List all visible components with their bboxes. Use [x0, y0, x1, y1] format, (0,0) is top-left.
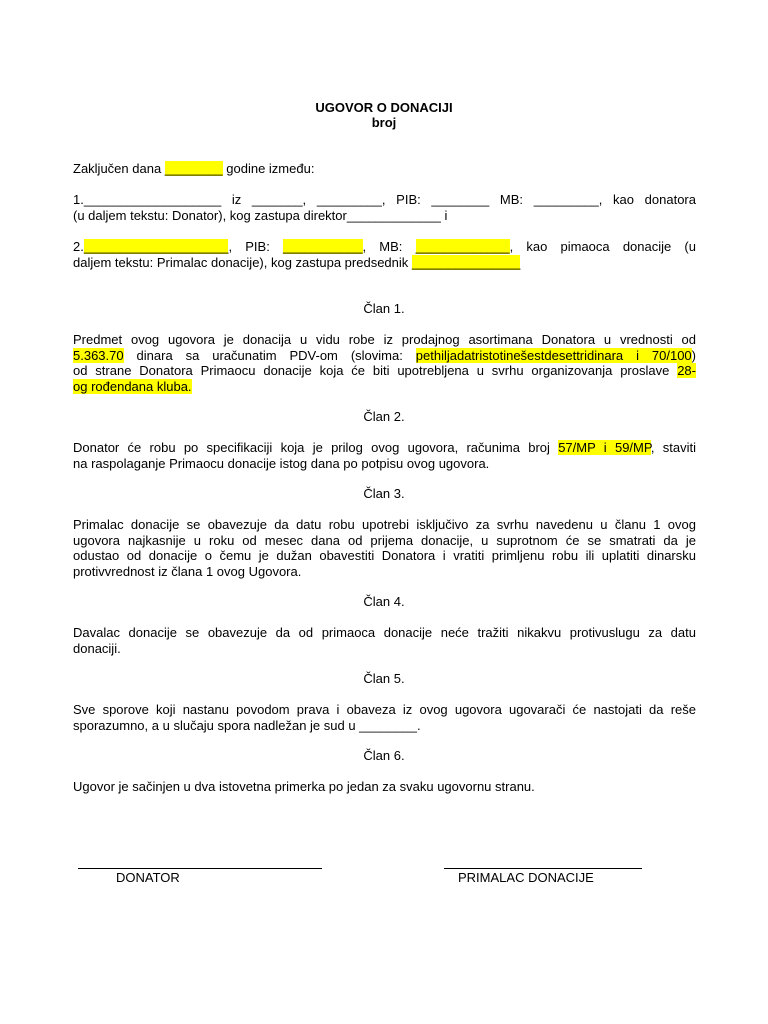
donation-amount-words: pethiljadatristotinešestdesettridinara i 70/100: [415, 348, 692, 363]
party2-president-blank: _______________: [411, 255, 521, 270]
article-2-line1: [73, 440, 696, 455]
party2-pib-blank: ___________: [282, 239, 363, 254]
intro-pre: Zaključen dana: [73, 161, 162, 176]
party2-tail: , kao pimaoca donacije (u: [509, 239, 696, 254]
article-1-line3: [73, 363, 696, 378]
party2-line2: [73, 255, 696, 270]
article-5-heading: Član 5.: [363, 671, 405, 686]
article-3-line1: Primalac donacije se obavezuje da datu robu upotrebi isključivo za svrhu navedenu u članu 1 ovog: [73, 517, 696, 532]
article-2-line1-pre: Donator će robu po specifikaciji koja je prilog ovog ugovora, računima broj: [73, 440, 550, 455]
donation-amount: 5.363.70: [73, 348, 124, 363]
article-6-line1: Ugovor je sačinjen u dva istovetna primerka po jedan za svaku ugovornu stranu.: [73, 779, 535, 794]
article-1-heading: Član 1.: [363, 301, 405, 316]
article-1-line1: Predmet ovog ugovora je donacija u vidu robe iz prodajnog asortimana Donatora u vrednosti od: [73, 332, 696, 347]
party2-name-blank: ____________________: [83, 239, 229, 254]
document-title: UGOVOR O DONACIJI: [315, 100, 453, 115]
article-2-heading: Član 2.: [363, 409, 405, 424]
article-5-line2: sporazumno, a u slučaju spora nadležan je sud u ________.: [73, 718, 421, 733]
anniversary-number: 28-: [677, 363, 696, 378]
article-2-line1-post: , staviti: [650, 440, 696, 455]
party1-line2: (u daljem tekstu: Donator), kog zastupa direktor_____________ i: [73, 208, 448, 223]
article-4-heading: Član 4.: [363, 594, 405, 609]
article-1-line3-text: od strane Donatora Primaocu donacije koja će biti upotrebljena u svrhu organizovanja proslave: [73, 363, 670, 378]
article-2-line2: na raspolaganje Primaocu donacije istog dana po potpisu ovog ugovora.: [73, 456, 490, 471]
recipient-signature-label: PRIMALAC DONACIJE: [458, 870, 594, 885]
article-1-line2-mid: dinara sa uračunatim PDV-om (slovima:: [136, 348, 403, 363]
article-3-heading: Član 3.: [363, 486, 405, 501]
article-5-line1: Sve sporove koji nastanu povodom prava i obaveza iz ovog ugovora ugovarači će nastojati da reše: [73, 702, 696, 717]
invoice-numbers: 57/MP i 59/MP: [558, 440, 651, 455]
date-blank: ________: [164, 161, 223, 176]
article-6-heading: Član 6.: [363, 748, 405, 763]
article-3-line3: odustao od donacije o čemu je dužan obavestiti Donatora i vratiti primljenu robu ili uplatiti dinarsku: [73, 548, 696, 563]
party2-line1: [73, 239, 696, 254]
party1-line1: 1.___________________ iz _______, _________, PIB: ________ MB: _________, kao donatora: [73, 192, 696, 207]
article-4-line2: donaciji.: [73, 641, 121, 656]
intro-post: godine između:: [226, 161, 315, 176]
intro-line: [73, 161, 696, 176]
article-1-line4: [73, 379, 696, 394]
document-number-label: broj: [371, 115, 397, 130]
donator-signature-label: DONATOR: [116, 870, 180, 885]
anniversary-text: og rođendana kluba.: [73, 379, 192, 394]
article-1-line2-end: ): [691, 348, 697, 363]
article-3-line2: ugovora najkasnije u roku od mesec dana od prijema donacije, u suprotnom će se smatrati da je: [73, 533, 696, 548]
party2-mb-blank: _____________: [415, 239, 510, 254]
party2-num: 2.: [73, 239, 84, 254]
party2-pib-label: , PIB:: [228, 239, 270, 254]
article-4-line1: Davalac donacije se obavezuje da od primaoca donacije neće tražiti nikakvu protivuslugu za datu: [73, 625, 696, 640]
donator-signature-line: [78, 868, 322, 869]
recipient-signature-line: [444, 868, 642, 869]
article-1-line2: [73, 348, 696, 363]
party2-line2-text: daljem tekstu: Primalac donacije), kog zastupa predsednik: [73, 255, 409, 270]
article-3-line4: protivvrednost iz člana 1 ovog Ugovora.: [73, 564, 302, 579]
party2-mb-label: , MB:: [362, 239, 403, 254]
